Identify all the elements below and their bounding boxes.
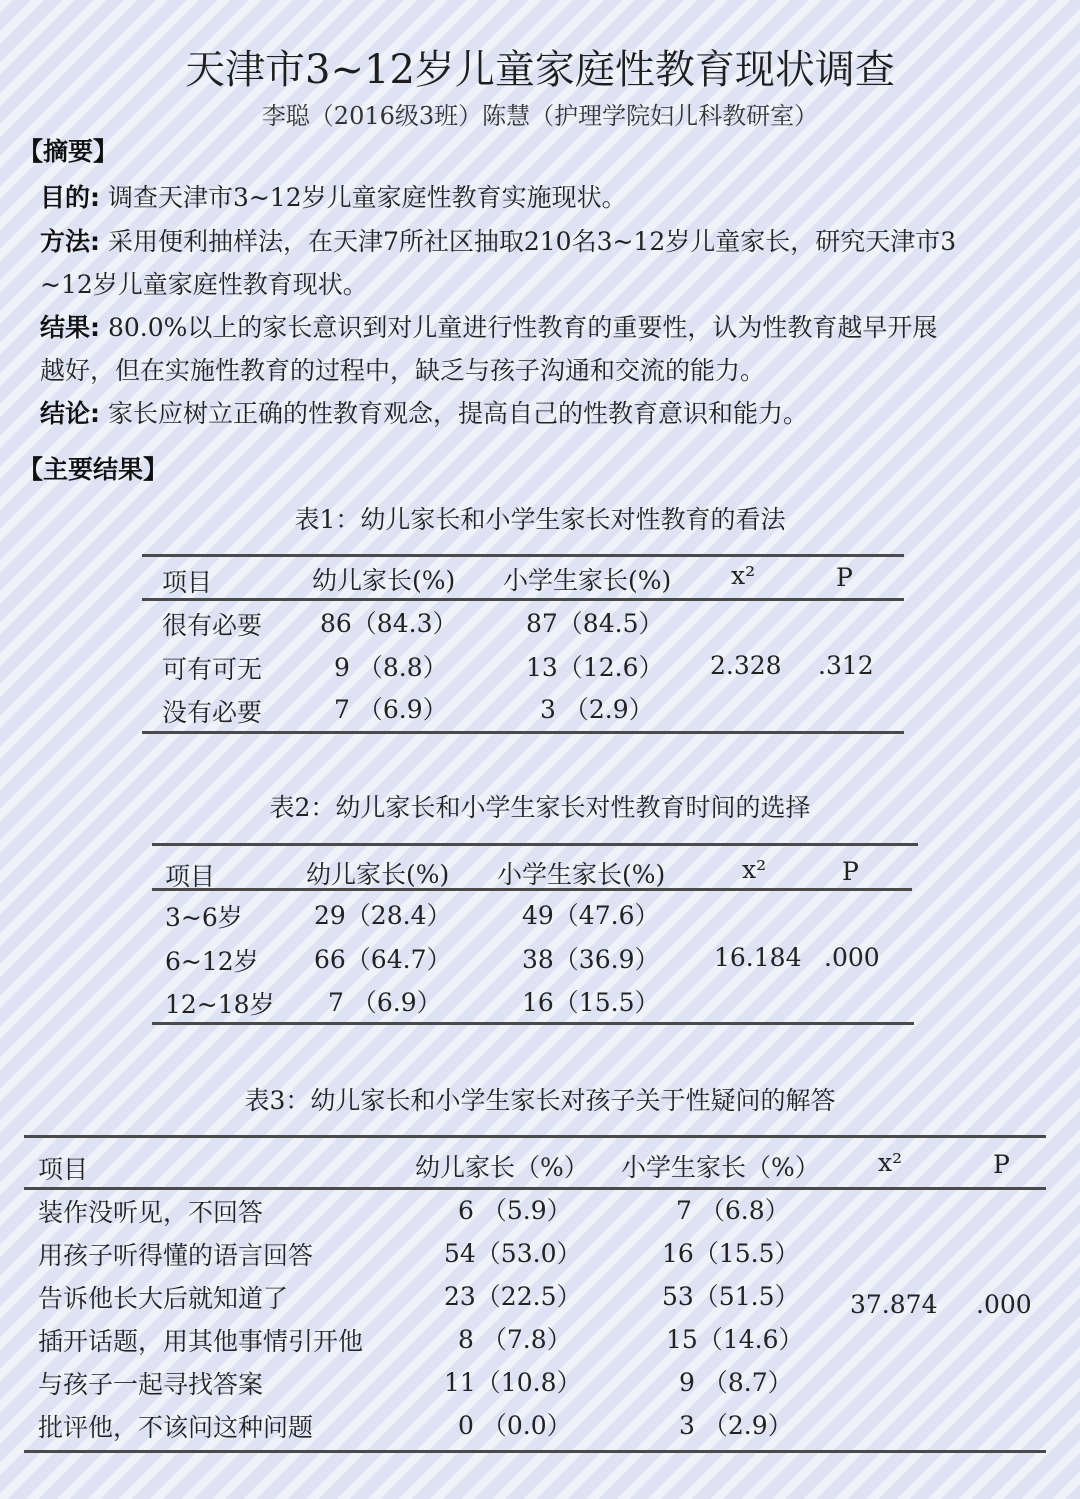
table3-header-item: 项目 <box>38 1155 89 1184</box>
table2-bottom-rule <box>152 1022 914 1025</box>
table3-row6-item: 批评他，不该问这种问题 <box>38 1413 314 1442</box>
conclusion-text: 家长应树立正确的性教育观念，提高自己的性教育意识和能力。 <box>107 399 808 428</box>
table3-row3-kindergarten: 23（22.5） <box>444 1282 582 1311</box>
table3-header-kindergarten: 幼儿家长（%） <box>415 1153 589 1182</box>
table1-chi-value: 2.328 <box>710 651 782 680</box>
table2-row1-primary: 49（47.6） <box>522 901 660 930</box>
table2-top-rule <box>152 843 918 846</box>
results-heading: 【主要结果】 <box>18 455 169 484</box>
table1-row3-kindergarten: 7 （6.9） <box>334 695 448 724</box>
method-text-line2: ~12岁儿童家庭性教育现状。 <box>40 270 368 299</box>
table1-row1-kindergarten: 86（84.3） <box>320 609 458 638</box>
table3-row5-primary: 9 （8.7） <box>679 1368 793 1397</box>
method-paragraph <box>40 222 956 258</box>
table2-row3-primary: 16（15.5） <box>522 988 660 1017</box>
table3-row2-item: 用孩子听得懂的语言回答 <box>38 1241 314 1270</box>
objective-paragraph <box>40 178 627 214</box>
result-text-line2: 越好，但在实施性教育的过程中，缺乏与孩子沟通和交流的能力。 <box>40 356 766 385</box>
table3-p-value: .000 <box>976 1290 1032 1319</box>
table1-row3-item: 没有必要 <box>162 698 263 727</box>
table2-header-chi: x² <box>742 855 767 884</box>
table1-header-kindergarten: 幼儿家长(%) <box>312 566 456 595</box>
table3-row6-kindergarten: 0 （0.0） <box>458 1411 572 1440</box>
table2-header-item: 项目 <box>165 862 216 891</box>
abstract-heading: 【摘要】 <box>18 137 119 166</box>
table3-row4-kindergarten: 8 （7.8） <box>458 1325 572 1354</box>
table1-header-rule <box>142 598 904 601</box>
table3-header-chi: x² <box>878 1148 903 1177</box>
author-line: 李聪（2016级3班）陈慧（护理学院妇儿科教研室） <box>261 102 819 130</box>
result-label: 结果: <box>40 313 100 342</box>
table2-row2-item: 6~12岁 <box>165 947 259 976</box>
table2-caption: 表2：幼儿家长和小学生家长对性教育时间的选择 <box>269 793 811 822</box>
table3-row2-primary: 16（15.5） <box>662 1239 800 1268</box>
table1-top-rule <box>142 554 904 557</box>
table1-header-item: 项目 <box>162 568 213 597</box>
table1-caption: 表1：幼儿家长和小学生家长对性教育的看法 <box>294 505 786 534</box>
table1-row1-item: 很有必要 <box>162 611 263 640</box>
table3-row5-kindergarten: 11（10.8） <box>444 1368 582 1397</box>
table3-header-p: P <box>993 1150 1010 1179</box>
table2-header-primary: 小学生家长(%) <box>497 860 666 889</box>
table1-header-p: P <box>836 563 853 592</box>
table2-row2-kindergarten: 66（64.7） <box>314 945 452 974</box>
table3-header-primary: 小学生家长（%） <box>621 1153 820 1182</box>
result-text-line1: 80.0%以上的家长意识到对儿童进行性教育的重要性，认为性教育越早开展 <box>107 313 938 342</box>
table1-row1-primary: 87（84.5） <box>526 609 664 638</box>
objective-text: 调查天津市3~12岁儿童家庭性教育实施现状。 <box>107 183 627 212</box>
table1-row2-primary: 13（12.6） <box>526 653 664 682</box>
table1-row2-item: 可有可无 <box>162 655 263 684</box>
table3-row4-item: 插开话题，用其他事情引开他 <box>38 1327 364 1356</box>
table1-row2-kindergarten: 9 （8.8） <box>334 653 448 682</box>
table3-row1-item: 装作没听见，不回答 <box>38 1198 264 1227</box>
table1-p-value: .312 <box>818 651 874 680</box>
table2-chi-value: 16.184 <box>714 943 802 972</box>
table1-header-chi: x² <box>731 561 756 590</box>
table2-row1-kindergarten: 29（28.4） <box>314 901 452 930</box>
table3-row3-item: 告诉他长大后就知道了 <box>38 1284 289 1313</box>
table1-bottom-rule <box>142 731 904 734</box>
table3-chi-value: 37.874 <box>850 1290 938 1319</box>
table2-header-kindergarten: 幼儿家长(%) <box>306 860 450 889</box>
table2-header-p: P <box>842 857 859 886</box>
table2-row1-item: 3~6岁 <box>165 903 243 932</box>
table3-row2-kindergarten: 54（53.0） <box>444 1239 582 1268</box>
table1-header-primary: 小学生家长(%) <box>503 566 672 595</box>
table2-row2-primary: 38（36.9） <box>522 945 660 974</box>
table3-caption: 表3：幼儿家长和小学生家长对孩子关于性疑问的解答 <box>244 1086 836 1115</box>
table3-row6-primary: 3 （2.9） <box>679 1411 793 1440</box>
table3-top-rule <box>24 1135 1046 1138</box>
method-label: 方法: <box>40 227 100 256</box>
conclusion-paragraph <box>40 394 808 430</box>
result-paragraph <box>40 308 937 344</box>
method-text-line1: 采用便利抽样法，在天津7所社区抽取210名3~12岁儿童家长，研究天津市3 <box>107 227 957 256</box>
table2-row3-item: 12~18岁 <box>165 990 275 1019</box>
objective-label: 目的: <box>40 183 100 212</box>
table3-row5-item: 与孩子一起寻找答案 <box>38 1370 264 1399</box>
conclusion-label: 结论: <box>40 399 100 428</box>
table2-p-value: .000 <box>824 943 880 972</box>
table2-row3-kindergarten: 7 （6.9） <box>328 988 442 1017</box>
page-title: 天津市3~12岁儿童家庭性教育现状调查 <box>185 47 895 93</box>
table3-bottom-rule <box>24 1450 1046 1453</box>
table1-row3-primary: 3 （2.9） <box>540 695 654 724</box>
table3-row1-kindergarten: 6 （5.9） <box>458 1196 572 1225</box>
table3-row3-primary: 53（51.5） <box>662 1282 800 1311</box>
table3-header-rule <box>24 1187 1046 1190</box>
table3-row1-primary: 7 （6.8） <box>676 1196 790 1225</box>
table3-row4-primary: 15（14.6） <box>666 1325 804 1354</box>
